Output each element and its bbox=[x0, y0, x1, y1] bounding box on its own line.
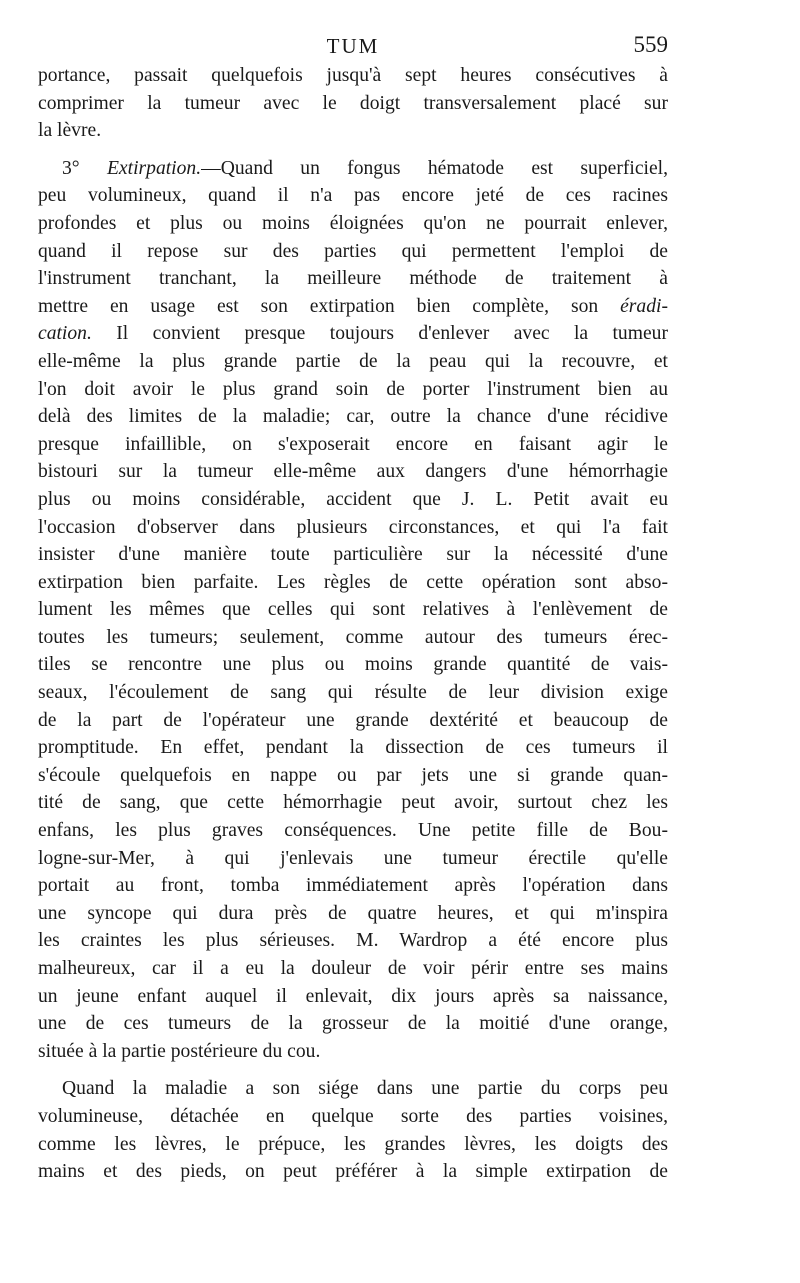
text-line: tiles se rencontre une plus ou moins grande quantité de vais- bbox=[38, 654, 668, 676]
book-page bbox=[38, 28, 668, 1186]
italic-word: éradi- bbox=[620, 295, 668, 317]
text-line: mains et des pieds, on peut préférer à la simple extirpation de bbox=[38, 1161, 668, 1183]
section-number: 3° bbox=[62, 157, 80, 179]
text-line: l'occasion d'observer dans plusieurs circonstances, et qui l'a fait bbox=[38, 516, 668, 538]
text-line: Quand la maladie a son siége dans une partie du corps peu bbox=[62, 1078, 668, 1100]
text-fragment: —Quand un fongus hématode est superficiel, bbox=[201, 157, 668, 179]
page-header bbox=[38, 28, 668, 62]
text-line: la lèvre. bbox=[38, 120, 102, 142]
text-line: plus ou moins considérable, accident que J. L. Petit avait eu bbox=[38, 488, 668, 510]
paragraph-1 bbox=[38, 62, 668, 145]
text-line bbox=[38, 293, 668, 321]
text-line: promptitude. En effet, pendant la dissection de ces tumeurs il bbox=[38, 737, 668, 759]
text-line: seaux, l'écoulement de sang qui résulte de leur division exige bbox=[38, 682, 668, 704]
page-body bbox=[38, 62, 668, 1186]
italic-word: cation. bbox=[38, 323, 92, 345]
text-line: portait au front, tomba immédiatement après l'opération dans bbox=[38, 875, 668, 897]
text-line: un jeune enfant auquel il enlevait, dix jours après sa naissance, bbox=[38, 985, 668, 1007]
text-line: comme les lèvres, le prépuce, les grandes lèvres, les doigts des bbox=[38, 1133, 668, 1155]
text-line: lument les mêmes que celles qui sont relatives à l'enlèvement de bbox=[38, 599, 668, 621]
text-line: toutes les tumeurs; seulement, comme autour des tumeurs érec- bbox=[38, 626, 668, 648]
text-line: enfans, les plus graves conséquences. Une petite fille de Bou- bbox=[38, 820, 668, 842]
text-line: delà des limites de la maladie; car, outre la chance d'une récidive bbox=[38, 406, 668, 428]
text-line: une syncope qui dura près de quatre heures, et qui m'inspira bbox=[38, 902, 668, 924]
text-line: située à la partie postérieure du cou. bbox=[38, 1040, 321, 1062]
paragraph-3 bbox=[38, 1075, 668, 1185]
text-line: insister d'une manière toute particulière sur la nécessité d'une bbox=[38, 544, 668, 566]
text-line-lead bbox=[38, 155, 668, 183]
text-line: elle-même la plus grande partie de la peau qui la recouvre, et bbox=[38, 350, 668, 372]
paragraph-2 bbox=[38, 155, 668, 1066]
running-head: TUM bbox=[326, 34, 380, 58]
text-line: portance, passait quelquefois jusqu'à sept heures consécutives à bbox=[38, 65, 668, 86]
text-line: l'instrument tranchant, la meilleure méthode de traitement à bbox=[38, 268, 668, 290]
text-line: bistouri sur la tumeur elle-même aux dangers d'une hémorrhagie bbox=[38, 461, 668, 483]
text-line: peu volumineux, quand il n'a pas encore jeté de ces racines bbox=[38, 185, 668, 207]
section-heading: Extirpation. bbox=[106, 157, 202, 179]
text-line: de la part de l'opérateur une grande dextérité et beaucoup de bbox=[38, 709, 668, 731]
text-line: s'écoule quelquefois en nappe ou par jets une si grande quan- bbox=[38, 764, 668, 786]
text-fragment: mettre en usage est son extirpation bien complète, son bbox=[38, 295, 599, 317]
text-line: extirpation bien parfaite. Les règles de cette opération sont abso- bbox=[38, 571, 668, 593]
text-line: volumineuse, détachée en quelque sorte des parties voisines, bbox=[38, 1105, 668, 1127]
text-line: les craintes les plus sérieuses. M. Wardrop a été encore plus bbox=[38, 930, 668, 952]
text-line: quand il repose sur des parties qui permettent l'emploi de bbox=[38, 240, 668, 262]
text-line: tité de sang, que cette hémorrhagie peut avoir, surtout chez les bbox=[38, 792, 668, 814]
text-line: comprimer la tumeur avec le doigt transversalement placé sur bbox=[38, 92, 668, 114]
page-number: 559 bbox=[633, 32, 668, 57]
text-line: presque infaillible, on s'exposerait encore en faisant agir le bbox=[38, 433, 668, 455]
text-line: l'on doit avoir le plus grand soin de porter l'instrument bien au bbox=[38, 378, 668, 400]
text-line: profondes et plus ou moins éloignées qu'on ne pourrait enlever, bbox=[38, 212, 668, 234]
text-fragment: Il convient presque toujours d'enlever avec la tumeur bbox=[91, 323, 668, 345]
text-line: logne-sur-Mer, à qui j'enlevais une tumeur érectile qu'elle bbox=[38, 847, 668, 869]
text-line: une de ces tumeurs de la grosseur de la moitié d'une orange, bbox=[38, 1013, 668, 1035]
text-line: malheureux, car il a eu la douleur de voir périr entre ses mains bbox=[38, 958, 668, 979]
text-line bbox=[38, 320, 668, 348]
